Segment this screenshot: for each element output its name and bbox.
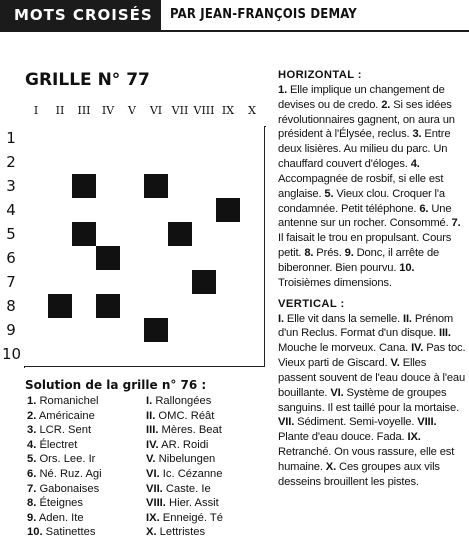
grid-cell[interactable] (24, 246, 49, 271)
grid-cell[interactable] (168, 246, 193, 271)
entry-text: Aden. Ite (36, 511, 84, 524)
clue-text: Troisièmes dimensions. (278, 276, 392, 289)
clue-number: 7. (451, 217, 461, 230)
clue-number: 5. (324, 187, 334, 200)
clue-text: Prénom d'un Reclus. Format d'un disque. (278, 312, 454, 340)
header-rule (0, 30, 469, 32)
solution-title: Solution de la grille n° 76 : (25, 378, 207, 392)
clue-number: 10. (399, 261, 415, 274)
grid-cell[interactable] (192, 126, 217, 151)
grid-cell[interactable] (120, 150, 145, 175)
entry-number: 1. (27, 395, 37, 407)
entry-number: 2. (27, 409, 37, 422)
clue-number: IX. (407, 431, 421, 444)
solution-entry (27, 409, 147, 424)
grid-cell[interactable] (144, 270, 169, 295)
grid-cell[interactable] (48, 246, 73, 271)
grid-cell[interactable] (192, 150, 217, 175)
grid-cell[interactable] (144, 198, 169, 223)
solution-entry (27, 496, 147, 511)
grid-cell[interactable] (192, 174, 217, 199)
grid-cell[interactable] (144, 294, 169, 319)
grid-cell[interactable] (96, 222, 121, 247)
grid-title: GRILLE N° 77 (25, 70, 150, 90)
entry-text: Gabonaises (36, 482, 100, 495)
entry-text: Lettristes (156, 526, 206, 539)
grid-cell[interactable] (72, 342, 97, 367)
entry-number: IX. (146, 511, 160, 524)
entry-number: 7. (27, 482, 37, 495)
grid-cell[interactable] (192, 198, 217, 223)
black-cell (168, 222, 193, 247)
entry-number: 4. (27, 438, 37, 451)
entry-text: LCR. Sent (36, 424, 92, 437)
grid-cell[interactable] (72, 126, 97, 151)
grid-cell[interactable] (72, 246, 97, 271)
clue-text: Pas toc. Vieux parti de Giscard. (278, 342, 466, 370)
grid-cell[interactable] (120, 270, 145, 295)
clue-number: I. (278, 312, 284, 325)
solution-horizontal-list (27, 394, 147, 540)
black-cell (72, 222, 97, 247)
grid-cell[interactable] (216, 150, 241, 175)
row-header: 2 (6, 153, 16, 171)
grid-cell[interactable] (120, 318, 145, 343)
column-header: IX (221, 104, 235, 117)
entry-text: Rallongées (152, 395, 212, 407)
column-header: V (128, 104, 136, 117)
solution-entry (146, 482, 276, 497)
clue-text: Vieux clou. Croquer l'a condamnée. Petit téléphone. (278, 187, 445, 215)
clue-text: Accompagnée de rosbif, si elle est anglaise. (278, 172, 444, 200)
grid-cell[interactable] (240, 126, 265, 151)
clue-text: Elle implique un changement de devises ou de credo. (278, 83, 445, 111)
grid-cell[interactable] (240, 198, 265, 223)
grid-cell[interactable] (192, 318, 217, 343)
column-header: II (55, 104, 65, 117)
entry-number: X. (146, 526, 157, 539)
grid-cell[interactable] (168, 294, 193, 319)
clue-text: Ces groupes aux vils desseins brouillent les pistes. (278, 460, 440, 488)
grid-cell[interactable] (120, 198, 145, 223)
clue-number: II. (403, 312, 412, 325)
grid-cell[interactable] (120, 126, 145, 151)
grid-cell[interactable] (144, 150, 169, 175)
grid-cell[interactable] (168, 126, 193, 151)
grid-cell[interactable] (120, 342, 145, 367)
entry-number: 9. (27, 511, 37, 524)
column-header: X (248, 104, 256, 117)
solution-entry (146, 452, 276, 467)
black-cell (96, 294, 121, 319)
entry-text: AR. Roidi (158, 438, 209, 451)
grid-cell[interactable] (168, 174, 193, 199)
grid-cell[interactable] (48, 222, 73, 247)
entry-number: 10. (27, 526, 43, 539)
clue-text: Système de groupes sanguins. Il est taillé pour la mortaise. (278, 386, 460, 414)
row-header: 1 (6, 129, 16, 147)
grid-cell[interactable] (24, 126, 49, 151)
clue-text: Elles passent souvent de l'eau douce à l'eau bouillante. (278, 357, 466, 399)
entry-text: Romanichel (36, 395, 99, 407)
grid-cell[interactable] (48, 198, 73, 223)
grid-cell[interactable] (96, 342, 121, 367)
grid-cell[interactable] (216, 174, 241, 199)
vertical-heading: VERTICAL : (278, 297, 345, 310)
grid-cell[interactable] (24, 342, 49, 367)
grid-cell[interactable] (240, 342, 265, 367)
grid-cell[interactable] (168, 270, 193, 295)
grid-cell[interactable] (96, 270, 121, 295)
black-cell (192, 270, 217, 295)
entry-number: VII. (146, 482, 163, 495)
clue-number: 6. (419, 202, 429, 215)
solution-entry (146, 438, 276, 453)
column-header: VI (149, 104, 163, 117)
grid-cell[interactable] (48, 342, 73, 367)
entry-text: Ic. Cézanne (159, 467, 223, 480)
grid-cell[interactable] (192, 246, 217, 271)
grid-cell[interactable] (48, 126, 73, 151)
grid-cell[interactable] (216, 246, 241, 271)
clue-number: V. (390, 357, 400, 370)
clue-text: Sédiment. Semi-voyelle. (294, 416, 418, 429)
grid-cell[interactable] (216, 318, 241, 343)
grid-cell[interactable] (96, 126, 121, 151)
grid-cell[interactable] (240, 246, 265, 271)
grid-cell[interactable] (24, 294, 49, 319)
solution-entry (146, 496, 276, 511)
solution-entry (27, 452, 147, 467)
grid-cell[interactable] (216, 342, 241, 367)
grid-cell[interactable] (96, 150, 121, 175)
horizontal-definitions (278, 83, 466, 291)
clue-number: 4. (410, 158, 420, 171)
entry-text: Satinettes (42, 526, 96, 539)
clue-number: VII. (278, 416, 295, 429)
solution-entry (146, 423, 276, 438)
solution-entry (146, 467, 276, 482)
grid-cell[interactable] (120, 222, 145, 247)
entry-text: Ors. Lee. Ir (36, 453, 96, 466)
grid-cell[interactable] (240, 222, 265, 247)
clue-number: 8. (304, 247, 314, 260)
grid-cell[interactable] (144, 222, 169, 247)
definitions (278, 68, 466, 490)
entry-number: 3. (27, 424, 37, 437)
clue-text: Une antenne sur un rocher. Consommé. (278, 202, 452, 230)
grid-cell[interactable] (192, 222, 217, 247)
clue-number: X. (325, 460, 337, 473)
entry-number: I. (146, 395, 153, 407)
grid-cell[interactable] (144, 126, 169, 151)
column-header: IV (101, 104, 115, 117)
entry-text: Américaine (36, 409, 95, 422)
clue-text: Retranché. On vous rassure, elle est humaine. (278, 446, 455, 473)
grid-cell[interactable] (24, 198, 49, 223)
column-header: I (33, 104, 39, 117)
entry-number: VIII. (146, 497, 166, 510)
black-cell (144, 318, 169, 343)
entry-number: 8. (27, 497, 37, 510)
black-cell (96, 246, 121, 271)
grid-cell[interactable] (72, 294, 97, 319)
grid-cell[interactable] (216, 270, 241, 295)
column-header: III (77, 104, 91, 117)
entry-number: II. (146, 409, 156, 422)
solution-entry (146, 511, 276, 526)
author-byline: PAR JEAN-FRANÇOIS DEMAY (170, 7, 357, 22)
solution-entry (27, 423, 147, 438)
grid-cell[interactable] (24, 150, 49, 175)
clue-number: 9. (344, 247, 354, 260)
solution-entry (146, 394, 276, 409)
entry-text: Éteignes (36, 497, 83, 510)
column-header: VII (171, 104, 189, 117)
grid-cell[interactable] (168, 318, 193, 343)
entry-text: Mères. Beat (158, 424, 222, 437)
grid-cell[interactable] (192, 342, 217, 367)
grid-cell[interactable] (72, 318, 97, 343)
clue-number: 3. (412, 128, 422, 141)
clue-number: VIII. (417, 416, 437, 429)
solution-entry (27, 482, 147, 497)
grid-cell[interactable] (96, 318, 121, 343)
grid-cell[interactable] (48, 150, 73, 175)
solution-entry (146, 525, 276, 540)
grid-cell[interactable] (240, 294, 265, 319)
clue-number: III. (439, 327, 451, 340)
grid-cell[interactable] (24, 270, 49, 295)
entry-text: Enneigé. Té (159, 511, 223, 524)
clue-text: Si ses idées révolutionnaires gagnent, on aura un président à l'Élysée, reclus. (278, 98, 455, 141)
clue-number: IV. (411, 342, 424, 355)
entry-text: Hier. Assit (165, 497, 219, 510)
crossword-grid (24, 126, 266, 368)
clue-number: 1. (278, 83, 288, 96)
clue-number: VI. (330, 386, 344, 399)
entry-number: 6. (27, 467, 37, 480)
clue-text: Il faisait le trou en propulsant. Cours petit. (278, 232, 452, 260)
entry-text: Nibelungen (155, 453, 216, 466)
clue-number: 2. (381, 98, 391, 111)
entry-text: Caste. Ie (162, 482, 211, 495)
entry-number: 5. (27, 453, 37, 466)
clue-text: Donc, il arrête de biberonner. Bien pourvu. (278, 247, 440, 274)
grid-cell[interactable] (168, 150, 193, 175)
entry-number: III. (146, 424, 159, 437)
row-header: 10 (2, 345, 22, 363)
grid-cell[interactable] (96, 198, 121, 223)
grid-cell[interactable] (120, 174, 145, 199)
grid-cell[interactable] (24, 174, 49, 199)
black-cell (48, 294, 73, 319)
grid-cell[interactable] (192, 294, 217, 319)
grid-cell[interactable] (120, 294, 145, 319)
grid-cell[interactable] (216, 126, 241, 151)
grid-cell[interactable] (240, 150, 265, 175)
row-header: 7 (6, 273, 16, 291)
grid-cell[interactable] (48, 318, 73, 343)
grid-cell[interactable] (96, 174, 121, 199)
grid-cell[interactable] (24, 222, 49, 247)
solution-entry (27, 467, 147, 482)
grid-cell[interactable] (216, 294, 241, 319)
clue-text: Plante d'eau douce. Fada. (278, 431, 408, 444)
page-header (0, 0, 469, 30)
grid-cell[interactable] (240, 174, 265, 199)
vertical-definitions (278, 312, 466, 490)
row-header: 9 (6, 321, 16, 339)
grid-cell[interactable] (24, 318, 49, 343)
grid-cell[interactable] (48, 174, 73, 199)
grid-cell[interactable] (48, 270, 73, 295)
row-header: 3 (6, 177, 16, 195)
grid-cell[interactable] (144, 246, 169, 271)
grid-cell[interactable] (168, 198, 193, 223)
grid-cell[interactable] (240, 270, 265, 295)
row-header: 4 (6, 201, 16, 219)
grid-cell[interactable] (120, 246, 145, 271)
black-cell (216, 198, 241, 223)
black-cell (72, 174, 97, 199)
grid-cell[interactable] (240, 318, 265, 343)
grid-cell[interactable] (168, 342, 193, 367)
grid-cell[interactable] (216, 222, 241, 247)
solution-vertical-list (146, 394, 276, 540)
section-title: MOTS CROISÉS (0, 0, 161, 30)
row-header: 5 (6, 225, 16, 243)
row-header: 8 (6, 297, 16, 315)
column-header: VIII (193, 104, 215, 117)
entry-number: IV. (146, 438, 159, 451)
clue-text: Entre deux lisières. Au milieu du parc. Un chauffard couvert d'éloges. (278, 128, 451, 171)
solution-entry (27, 525, 147, 540)
grid-cell[interactable] (144, 342, 169, 367)
grid-cell[interactable] (72, 198, 97, 223)
solution-entry (146, 409, 276, 424)
entry-text: OMC. Réât (155, 409, 215, 422)
entry-number: V. (146, 453, 156, 466)
black-cell (144, 174, 169, 199)
solution-entry (27, 511, 147, 526)
grid-cell[interactable] (72, 270, 97, 295)
row-header: 6 (6, 249, 16, 267)
grid-cell[interactable] (72, 150, 97, 175)
clue-text: Prés. (313, 247, 345, 260)
clue-text: Mouche le morveux. Cana. (278, 342, 412, 355)
entry-number: VI. (146, 467, 160, 480)
entry-text: Électret (36, 438, 78, 451)
solution-entry (27, 394, 147, 409)
solution-entry (27, 438, 147, 453)
horizontal-heading: HORIZONTAL : (278, 69, 362, 81)
clue-text: Elle vit dans la semelle. (283, 312, 403, 325)
entry-text: Né. Ruz. Agi (36, 467, 102, 480)
